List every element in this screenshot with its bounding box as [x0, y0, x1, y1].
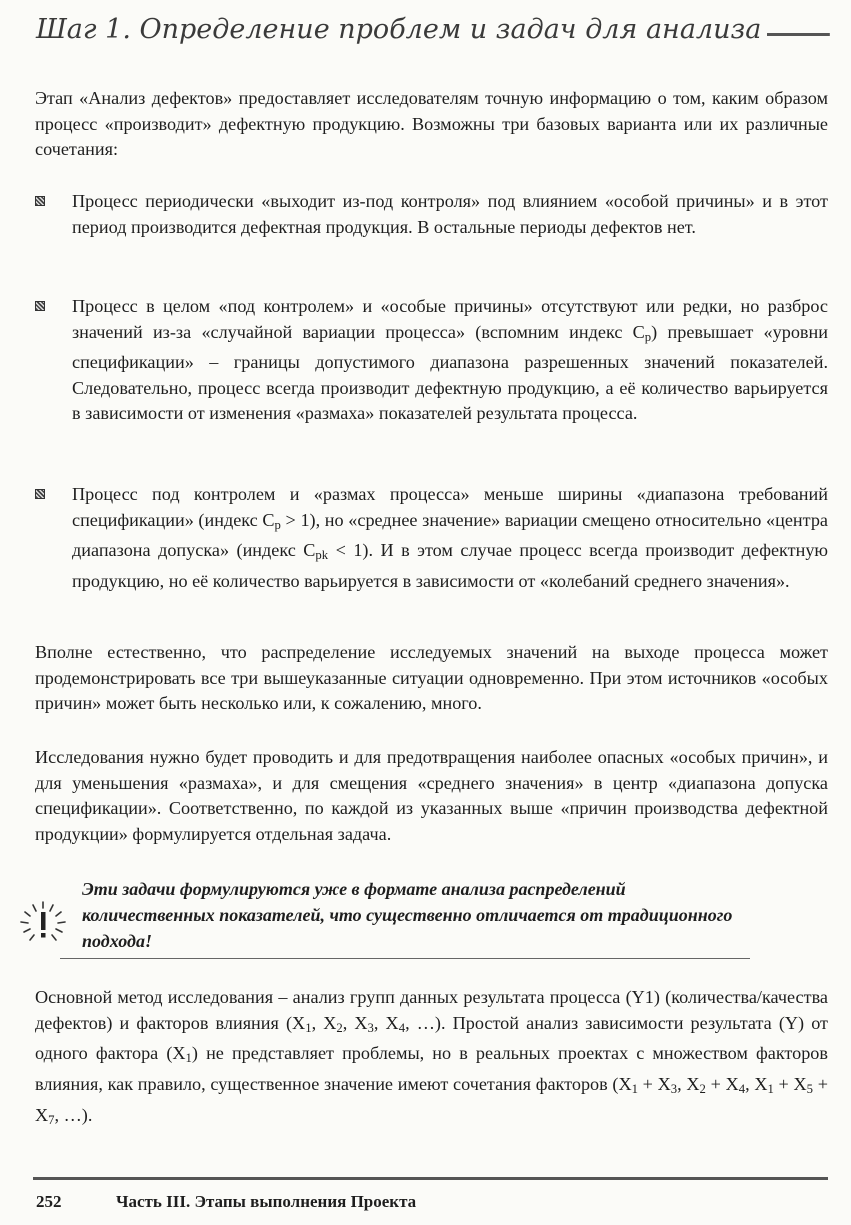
page-footer [36, 1192, 416, 1212]
list-item-text: Процесс в целом «под контролем» и «особые причины» отсутствуют или редки, но разброс значений из-за «случайной вариации процесса» (вспомним индекс $C_p$) превышает «уровни спецификации» – границы допустимого диапазона разрешенных значений показателей. Следовательно, процесс всегда производит дефектную продукцию, а её количество варьируется в зависимости от изменения «размаха» показателей результата процесса. [72, 296, 828, 424]
bullet-square-icon [35, 301, 45, 311]
intro-paragraph: Этап «Анализ дефектов» предоставляет исследователям точную информацию о том, каким образом процесс «производит» дефектную продукцию. Возможны три базовых варианта или их различные сочетания: [35, 88, 828, 159]
important-note: Эти задачи формулируются уже в формате анализа распределений количественных показателей, что существенно отличается от традиционного подхода! [82, 879, 733, 951]
list-item-text: Процесс под контролем и «размах процесса» меньше ширины «диапазона требований спецификации» (индекс $C_p > 1$), но «среднее значение» вариации смещено относительно «центра диапазона допуска» (индекс $C_{pk} < 1$). И в этом случае процесс всегда производит дефектную продукцию, но её количество варьируется в зависимости от «колебаний среднего значения». [72, 484, 829, 591]
footer-section-title: Часть III. Этапы выполнения Проекта [116, 1192, 417, 1211]
page-number: 252 [36, 1192, 62, 1211]
section-heading [36, 14, 830, 45]
footer-rule [33, 1177, 828, 1180]
paragraph: Вполне естественно, что распределение исследуемых значений на выходе процесса может продемонстрировать все три вышеуказанные ситуации одновременно. При этом источников «особых причин» может быть несколько или, к сожалению, много. [35, 642, 828, 713]
bullet-square-icon [35, 489, 45, 499]
paragraph: Основной метод исследования – анализ групп данных результата процесса (Y1) (количества/качества дефектов) и факторов влияния ($X_1$, $X_2$, $X_3$, $X_4$, …). Простой анализ зависимости результата (Y) от одного фактора $(X_1)$ не представляет проблемы, но в реальных проектах с множеством факторов влияния, как правило, существенное значение имеют сочетания факторов ($X_1 + X_3$, $X_2 + X_4$, $X_1 + X_5 + X_7$, …). [35, 987, 828, 1127]
list-item-text: Процесс периодически «выходит из-под контроля» под влиянием «особой причины» и в этот период производится дефектная продукция. В остальные периоды дефектов нет. [72, 191, 828, 237]
exclamation-note-icon [18, 898, 68, 948]
title-underline [767, 32, 830, 37]
note-underline [60, 958, 750, 959]
page-title: Шаг 1. Определение проблем и задач для анализа [36, 14, 762, 45]
bullet-square-icon [35, 196, 45, 206]
paragraph: Исследования нужно будет проводить и для предотвращения наиболее опасных «особых причин», и для уменьшения «размаха», и для смещения «среднего значения» в центр «диапазона допуска спецификации». Соответственно, по каждой из указанных выше «причин производства дефектной продукции» формулируется отдельная задача. [35, 747, 828, 844]
